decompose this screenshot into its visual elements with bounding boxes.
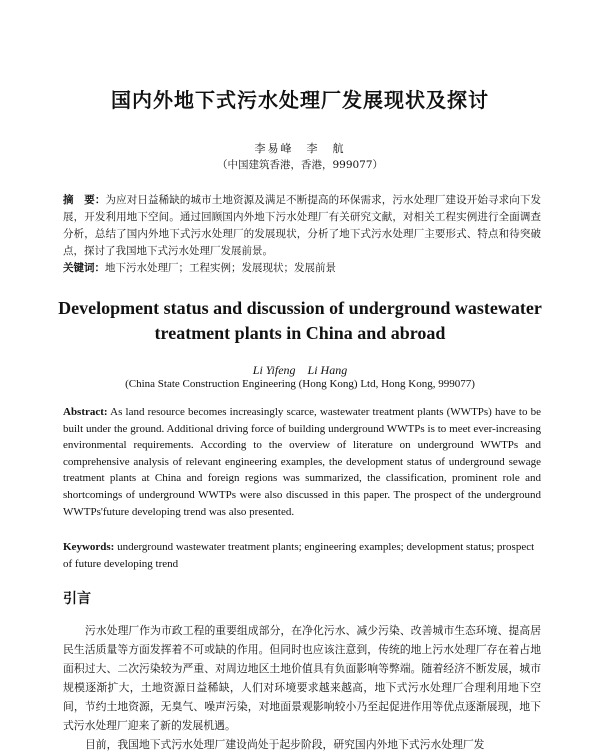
chinese-keywords-label: 关键词： — [63, 262, 105, 274]
chinese-title: 国内外地下式污水处理厂发展现状及探讨 — [111, 88, 489, 112]
english-keywords-label: Keywords: — [63, 541, 115, 553]
english-authors: Li Yifeng Li Hang — [252, 363, 348, 377]
chinese-keywords — [63, 260, 541, 276]
english-abstract — [63, 404, 541, 520]
english-title: Development status and discussion of underground wastewater treatment plants in China and abroad — [58, 298, 542, 343]
chinese-authors: 李易峰 李 航 — [254, 142, 346, 155]
english-keywords — [63, 539, 541, 572]
introduction-body — [63, 621, 541, 754]
english-abstract-label: Abstract: — [63, 406, 108, 418]
chinese-abstract-label: 摘 要： — [63, 194, 106, 206]
english-abstract-text: As land resource becomes increasingly scarce, wastewater treatment plants (WWTPs) have to be built under the ground. Additional driving force of building underground WWTPs is to meet ever-increasing environmental requirements. According to the overview of literature on underground WWTPs and comprehensive analysis of relevant engineering examples, the development status of underground sewage treatment plants at China and foreign regions was summarized, the classification, prominent role and shortcomings of underground WWTPs were also discussed in this paper. The prospect of the underground WWTPs'future developing trend was also presented. — [63, 406, 541, 518]
introduction-heading: 引言 — [63, 591, 91, 607]
english-affiliation: (China State Construction Engineering (Hong Kong) Ltd, Hong Kong, 999077) — [125, 378, 475, 390]
chinese-abstract-text: 为应对日益稀缺的城市土地资源及满足不断提高的环保需求，污水处理厂建设开始寻求向下发展，开发利用地下空间。通过回顾国内外地下污水处理厂有关研究文献，对相关工程实例进行全面调查分析，总结了国内外地下式污水处理厂的发展现状，分析了地下式污水处理厂主要形式、特点和待突破点，探讨了我国地下式污水处理厂发展前景。 — [63, 194, 541, 257]
english-keywords-text: underground wastewater treatment plants; engineering examples; development status; prospect of future developing trend — [63, 541, 535, 570]
chinese-keywords-text: 地下污水处理厂；工程实例；发展现状；发展前景 — [105, 262, 336, 274]
chinese-abstract — [63, 192, 541, 260]
introduction-paragraph-2: 目前，我国地下式污水处理厂建设尚处于起步阶段，研究国内外地下式污水处理厂发 — [85, 738, 485, 751]
chinese-affiliation: （中国建筑香港，香港，999077） — [216, 159, 384, 171]
introduction-paragraph-1: 污水处理厂作为市政工程的重要组成部分，在净化污水、减少污染、改善城市生态环境、提高居民生活质量等方面发挥着不可或缺的作用。但同时也应该注意到，传统的地上污水处理厂存在着占地面积过大、二次污染较为严重、对周边地区土地价值具有负面影响等弊端。随着经济不断发展，城市规模逐渐扩大，土地资源日益稀缺，人们对环境要求越来越高，地下式污水处理厂合理利用地下空间，节约土地资源，无臭气、噪声污染，对地面景观影响较小乃至起促进作用等优点逐渐展现，地下式污水处理厂迎来了新的发展机遇。 — [63, 624, 541, 732]
